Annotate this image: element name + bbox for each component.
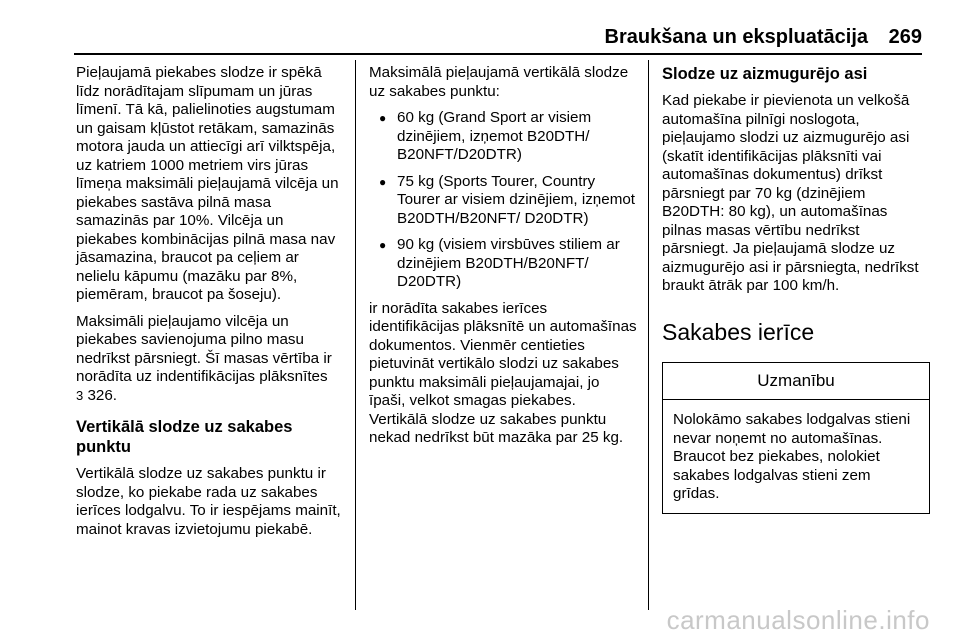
paragraph-altitude: Pieļaujamā piekabes slodze ir spēkā līdz norādītajam slīpumam un jūras līmenī. Tā kā, palielinoties augstumam un gaisam kļūstot retākam, samazinās motora jauda un attiecīgi arī vilktspēja, uz katriem 1000 metriem virs jūras līmeņa maksimāli pieļaujamā vilcēja un piekabes sastāva pilnā masa samazinās par 10%. Vilcēja un piekabes kombinācijas pilnā masa nav jāsamazina, braucot pa ceļiem ar nelielu kāpumu (mazāku par 8%, piemēram, braucot pa šoseju).	[76, 64, 339, 303]
heading-rear-axle: Slodze uz aizmugurējo asi	[662, 65, 868, 83]
column-divider-2	[648, 60, 649, 610]
paragraph-plate: ir norādīta sakabes ierīces identifikācijas plāksnītē un automašīnas dokumentos. Vienmēr centieties pietuvināt vertikālo slodzi uz sakabes punktu maksimāli pieļaujamajai, jo īpaši, velkot smagas piekabes. Vertikālā slodze uz sakabes punktu nekad nedrīkst būt mazāka par 25 kg.	[369, 299, 637, 446]
paragraph-vertical-load: Vertikālā slodze uz sakabes punktu ir slodze, ko piekabe rada uz sakabes ierīces lodgalvu. To ir iespējams mainīt, mainot kravas izvietojumu piekabē.	[76, 465, 341, 538]
page-number: 269	[888, 26, 922, 48]
page-ref-arrow-icon: 3	[76, 387, 84, 403]
caution-title: Uzmanību	[663, 363, 929, 401]
column-1	[76, 64, 346, 547]
header-title: Braukšana un ekspluatācija	[604, 26, 868, 48]
column-3	[662, 64, 930, 514]
header-rule	[74, 53, 922, 55]
column-divider-1	[355, 60, 356, 610]
caution-box	[662, 362, 930, 514]
paragraph-max-mass	[76, 313, 346, 406]
paragraph-intro: Maksimālā pieļaujamā vertikālā slodze uz sakabes punktu:	[369, 64, 629, 100]
paragraph-max-mass-text: Maksimāli pieļaujamo vilcēja un piekabes savienojuma pilno masu nedrīkst pārsniegt. Šī masas vērtība ir norādīta uz indentifikācijas plāksnītes	[76, 312, 332, 385]
bullet-list	[369, 109, 637, 292]
list-item: ● 90 kg (visiem virsbūves stiliem ar dzinējiem B20DTH/B20NFT/ D20DTR)	[369, 236, 637, 292]
heading-vertical-load: Vertikālā slodze uz sakabes punktu	[76, 418, 293, 456]
list-item: ● 75 kg (Sports Tourer, Country Tourer ar visiem dzinējiem, izņemot B20DTH/B20NFT/ D20DTR)	[369, 173, 637, 229]
section-title-towbar: Sakabes ierīce	[662, 318, 815, 345]
watermark: carmanualsonline.info	[666, 605, 930, 635]
caution-text: Nolokāmo sakabes lodgalvas stieni nevar noņemt no automašīnas. Braucot bez piekabes, nolokiet sakabes lodgalvas stieni zem grīdas.	[673, 411, 911, 502]
column-2	[369, 64, 637, 456]
paragraph-rear-axle: Kad piekabe ir pievienota un velkošā automašīna pilnīgi noslogota, pieļaujamo slodzi uz aizmugurējo asi (skatīt identifikācijas plāksnīti vai automašīnas dokumentus) drīkst pārsniegt par 70 kg (dzinējiem B20DTH: 80 kg), un automašīnas pilnas masas vērtību nedrīkst pārsniegt. Ja pieļaujamā slodze uz aizmugurējo asi ir pārsniegta, nedrīkst braukt ātrāk par 100 km/h.	[662, 92, 919, 294]
list-item: ● 60 kg (Grand Sport ar visiem dzinējiem, izņemot B20DTH/ B20NFT/D20DTR)	[369, 109, 637, 165]
page-ref-link[interactable]: 326.	[87, 386, 118, 404]
